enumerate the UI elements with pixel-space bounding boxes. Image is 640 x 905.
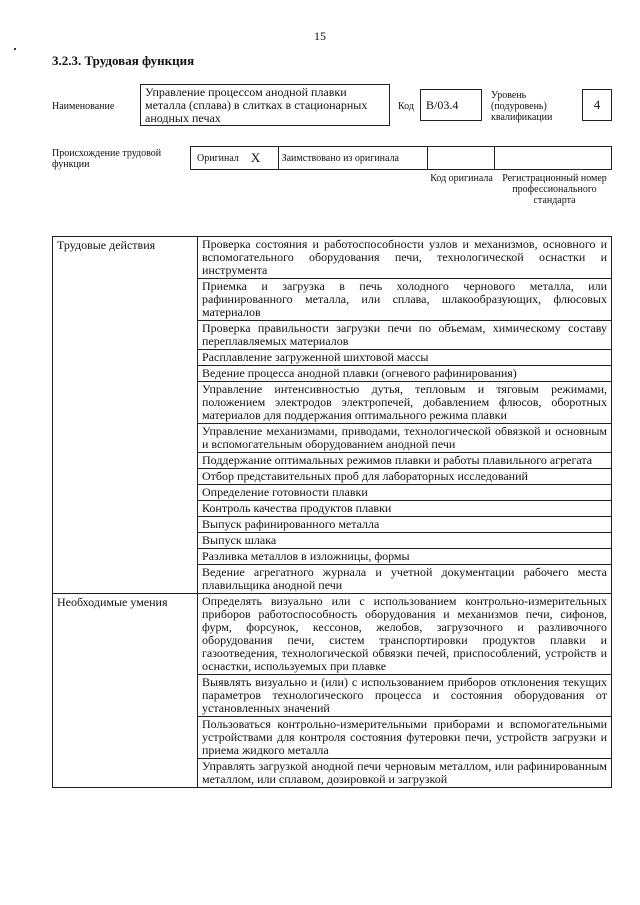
section-item: Ведение процесса анодной плавки (огневого рафинирования) xyxy=(198,366,612,382)
section-item: Контроль качества продуктов плавки xyxy=(198,501,612,517)
table-row xyxy=(53,594,612,675)
section-heading: 3.2.3. Трудовая функция xyxy=(52,53,195,68)
section-item: Ведение агрегатного журнала и учетной документации рабочего места плавильщика анодной печи xyxy=(198,565,612,594)
code-value-box: В/03.4 xyxy=(420,89,482,121)
scan-mark xyxy=(14,48,16,50)
function-name-box: Управление процессом анодной плавки металла (сплава) в слитках в стационарных анодных печах xyxy=(140,84,390,126)
section-item: Проверка состояния и работоспособности узлов и механизмов, основного и вспомогательного оборудования печи, технологической оснастки и инструмента xyxy=(198,237,612,279)
borrowed-cell xyxy=(279,147,428,169)
origin-label: Происхождение трудовой функции xyxy=(52,148,162,170)
section-item: Выпуск рафинированного металла xyxy=(198,517,612,533)
code-label: Код xyxy=(398,101,414,112)
section-item: Пользоваться контрольно-измерительными приборами и вспомогательными устройствами для контроля состояния футеровки печи, устройств загрузки и приема жидкого металла xyxy=(198,717,612,759)
code-original-caption: Код оригинала xyxy=(430,173,493,184)
section-item: Разливка металлов в изложницы, формы xyxy=(198,549,612,565)
section-item: Приемка и загрузка в печь холодного чернового металла, или рафинированного металла, или сплава, шлакообразующих, флюсовых материалов xyxy=(198,279,612,321)
section-item: Расплавление загруженной шихтовой массы xyxy=(198,350,612,366)
borrowed-label: Заимствовано из оригинала xyxy=(281,153,399,164)
section-item: Управлять загрузкой анодной печи черновым металлом, или рафинированным металлом, или сплавом, дозировкой и загрузкой xyxy=(198,759,612,788)
level-label: Уровень (подуровень) квалификации xyxy=(491,90,553,123)
level-value-box: 4 xyxy=(582,89,612,121)
section-item: Выпуск шлака xyxy=(198,533,612,549)
section-item: Управление механизмами, приводами, технологической обвязкой и основным и вспомогательным оборудованием анодной печи xyxy=(198,424,612,453)
function-table xyxy=(52,236,612,788)
original-label: Оригинал xyxy=(197,152,239,164)
section-item: Отбор представительных проб для лабораторных исследований xyxy=(198,469,612,485)
name-label: Наименование xyxy=(52,101,115,112)
section-item: Управление интенсивностью дутья, тепловым и тяговым режимами, положением электродов электропечей, добавлением флюсов, оборотных материалов для поддержания оптимального режима плавки xyxy=(198,382,612,424)
section-item: Определение готовности плавки xyxy=(198,485,612,501)
section-title: Необходимые умения xyxy=(53,594,198,788)
page-number: 15 xyxy=(314,29,326,43)
section-item: Определять визуально или с использованием контрольно-измерительных приборов работоспособность оборудования и механизмов печи, сифонов, фурм, форсунок, кессонов, желобов, загрузочного и разливочного оборудования печи, систем транспортировки продуктов плавки и газоотведения, технологической обвязки печей, приспособлений, устройств и оснастки, используемых при плавке xyxy=(198,594,612,675)
section-title: Трудовые действия xyxy=(53,237,198,594)
table-row xyxy=(53,237,612,279)
reg-number-cell xyxy=(495,147,611,169)
reg-number-caption: Регистрационный номер профессионального стандарта xyxy=(502,173,607,206)
section-item: Поддержание оптимальных режимов плавки и работы плавильного агрегата xyxy=(198,453,612,469)
original-mark: X xyxy=(250,150,261,165)
original-cell xyxy=(191,147,279,169)
section-item: Проверка правильности загрузки печи по объемам, химическому составу переплавляемых материалов xyxy=(198,321,612,350)
section-item: Выявлять визуально и (или) с использованием приборов отклонения текущих параметров технологического процесса и состояния оборудования от установленных значений xyxy=(198,675,612,717)
code-original-cell xyxy=(428,147,495,169)
origin-row xyxy=(190,146,612,170)
